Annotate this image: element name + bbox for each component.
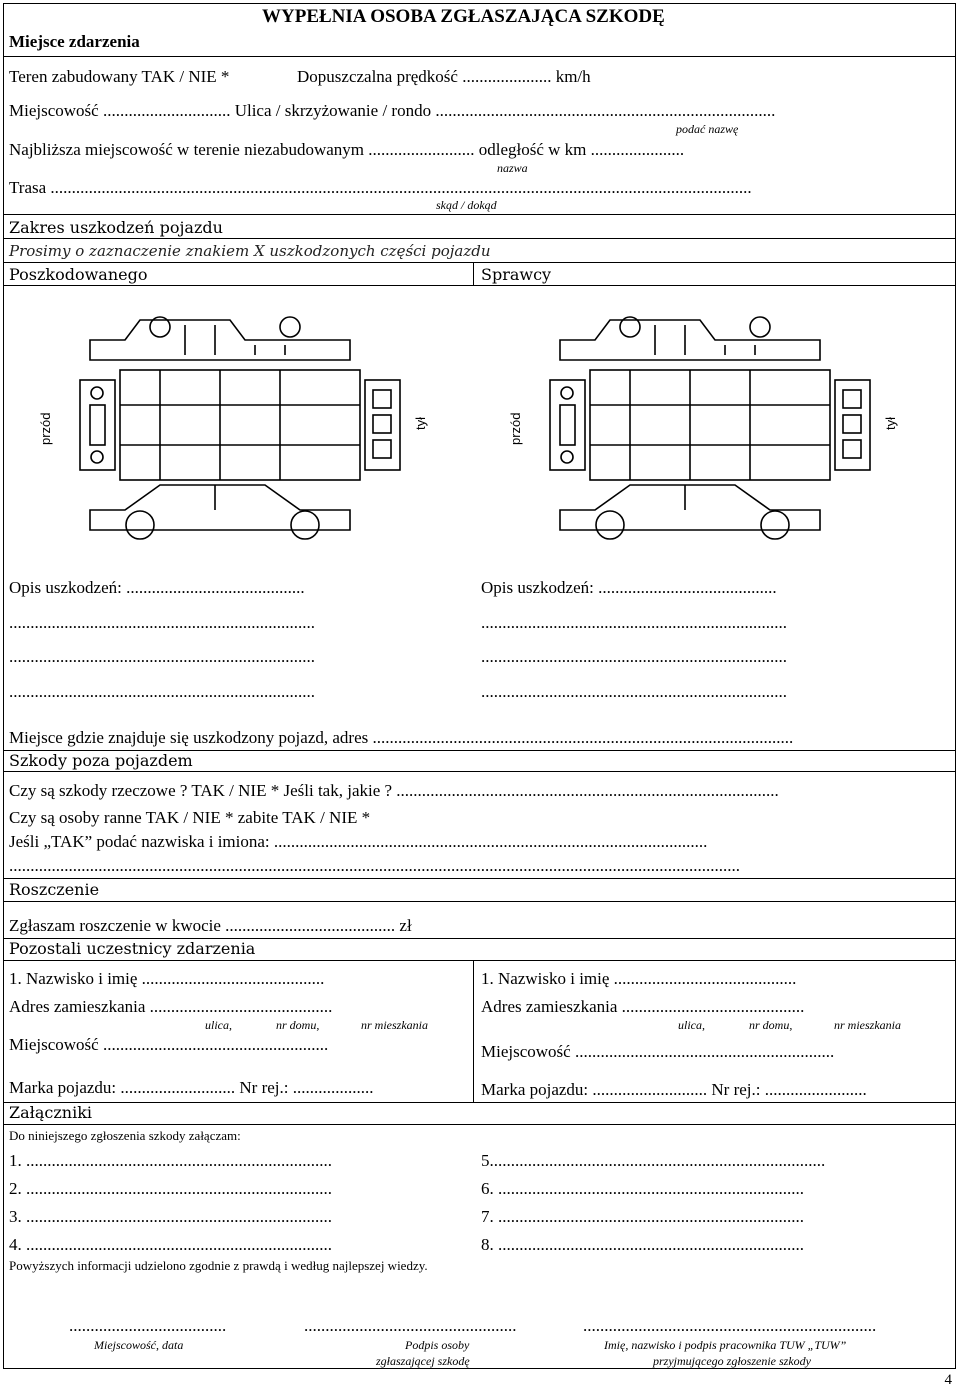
participant-city-right[interactable]: Miejscowość ............................................................. <box>481 1042 835 1061</box>
attachment-7[interactable]: 7. ........................................................................ <box>481 1207 804 1226</box>
damage-description-injured[interactable]: Opis uszkodzeń: .......................................... <box>9 578 305 597</box>
dots-line[interactable]: ........................................................................ <box>9 682 315 701</box>
participant-name-left[interactable]: 1. Nazwisko i imię ........................................... <box>9 969 325 988</box>
hint-name-top: podać nazwę <box>676 122 739 136</box>
attachment-1[interactable]: 1. ........................................................................ <box>9 1151 332 1170</box>
names-field[interactable]: Jeśli „TAK” podać nazwiska i imiona: ...................................................................................................... <box>9 832 708 851</box>
divider <box>4 1124 955 1125</box>
car-diagram-injured[interactable] <box>30 305 460 545</box>
material-damage-field[interactable]: Czy są szkody rzeczowe ? TAK / NIE * Jeśli tak, jakie ? .......................................................................................... <box>9 781 779 800</box>
divider <box>4 238 955 239</box>
label-reporter-signature: Podpis osoby <box>405 1338 470 1352</box>
attachments-intro: Do niniejszego zgłoszenia szkody załączam: <box>9 1128 241 1143</box>
participant-vehicle-left[interactable]: Marka pojazdu: ........................... Nr rej.: ................... <box>9 1078 374 1097</box>
built-up-area-field[interactable]: Teren zabudowany TAK / NIE * <box>9 67 230 86</box>
hint-street: ulica, <box>678 1018 705 1032</box>
divider <box>4 901 955 902</box>
hint-house: nr domu, <box>749 1018 793 1032</box>
label-employee-signature: Imię, nazwisko i podpis pracownika TUW „TUW” <box>604 1338 847 1352</box>
form-title: WYPEŁNIA OSOBA ZGŁASZAJĄCA SZKODĘ <box>262 6 665 27</box>
claim-amount-field[interactable]: Zgłaszam roszczenie w kwocie ........................................ zł <box>9 916 412 935</box>
dots-line[interactable]: ........................................................................ <box>481 613 787 632</box>
attachment-3[interactable]: 3. ........................................................................ <box>9 1207 332 1226</box>
injured-party-label: Poszkodowanego <box>9 265 148 284</box>
car-diagram-perpetrator[interactable] <box>500 305 930 545</box>
signature-dots-reporter[interactable]: .................................................. <box>304 1316 517 1335</box>
attachment-6[interactable]: 6. ........................................................................ <box>481 1179 804 1198</box>
attachment-8[interactable]: 8. ........................................................................ <box>481 1235 804 1254</box>
attachments-title: Załączniki <box>9 1103 93 1122</box>
section-place-label: Miejsce zdarzenia <box>9 32 140 51</box>
dots-line[interactable]: ........................................................................ <box>9 647 315 666</box>
damage-instruction: Prosimy o zaznaczenie znakiem X uszkodzonych części pojazdu <box>9 242 491 260</box>
hint-route: skąd / dokąd <box>436 198 497 212</box>
injured-persons-field[interactable]: Czy są osoby ranne TAK / NIE * zabite TAK / NIE * <box>9 808 371 827</box>
divider <box>4 771 955 772</box>
divider <box>4 262 955 263</box>
damage-section-title: Zakres uszkodzeń pojazdu <box>9 218 223 237</box>
divider <box>4 960 955 961</box>
divider <box>4 285 955 286</box>
label-front: przód <box>38 412 53 445</box>
dots-line[interactable]: ........................................................................ <box>9 613 315 632</box>
label-rear: tył <box>883 417 898 430</box>
divider-vertical <box>473 262 474 286</box>
attachment-2[interactable]: 2. ........................................................................ <box>9 1179 332 1198</box>
label-place-date: Miejscowość, data <box>94 1338 184 1352</box>
page-number: 4 <box>944 1372 952 1388</box>
outside-damage-title: Szkody poza pojazdem <box>9 751 193 770</box>
label-employee-signature-2: przyjmującego zgłoszenie szkody <box>653 1354 811 1368</box>
perpetrator-label: Sprawcy <box>481 265 552 284</box>
label-reporter-signature-2: zgłaszającej szkodę <box>376 1354 470 1368</box>
participant-address-left[interactable]: Adres zamieszkania ........................................... <box>9 997 333 1016</box>
divider <box>4 878 955 879</box>
hint-flat: nr mieszkania <box>834 1018 901 1032</box>
attachment-4[interactable]: 4. ........................................................................ <box>9 1235 332 1254</box>
attachment-5[interactable]: 5............................................................................... <box>481 1151 826 1170</box>
divider <box>4 56 955 57</box>
divider <box>4 214 955 215</box>
route-field[interactable]: Trasa ..................................................................................................................................................................... <box>9 178 752 197</box>
hint-flat: nr mieszkania <box>361 1018 428 1032</box>
claim-title: Roszczenie <box>9 880 100 899</box>
dots-line[interactable]: ........................................................................ <box>481 682 787 701</box>
speed-limit-field[interactable]: Dopuszczalna prędkość ..................... km/h <box>297 67 591 86</box>
hint-house: nr domu, <box>276 1018 320 1032</box>
nearest-place-field[interactable]: Najbliższa miejscowość w terenie niezabudowanym ......................... odległość w km ...................... <box>9 140 685 159</box>
divider-vertical <box>473 960 474 1103</box>
participants-title: Pozostali uczestnicy zdarzenia <box>9 939 256 958</box>
city-street-field[interactable]: Miejscowość .............................. Ulica / skrzyżowanie / rondo ................................................................................ <box>9 101 776 120</box>
vehicle-location-field[interactable]: Miejsce gdzie znajduje się uszkodzony pojazd, adres ................................................................................................... <box>9 728 794 747</box>
divider <box>4 1102 955 1103</box>
signature-dots-place[interactable]: ..................................... <box>69 1316 227 1335</box>
participant-name-right[interactable]: 1. Nazwisko i imię ........................................... <box>481 969 797 988</box>
participant-city-left[interactable]: Miejscowość ..................................................... <box>9 1035 329 1054</box>
dots-line[interactable]: ........................................................................ <box>481 647 787 666</box>
hint-street: ulica, <box>205 1018 232 1032</box>
hint-name: nazwa <box>497 161 528 175</box>
participant-vehicle-right[interactable]: Marka pojazdu: ........................... Nr rej.: ........................ <box>481 1080 867 1099</box>
label-rear: tył <box>413 417 428 430</box>
label-front: przód <box>508 412 523 445</box>
damage-description-perpetrator[interactable]: Opis uszkodzeń: .......................................... <box>481 578 777 597</box>
dots-line[interactable]: ............................................................................................................................................................................ <box>9 856 740 875</box>
participant-address-right[interactable]: Adres zamieszkania ........................................... <box>481 997 805 1016</box>
signature-dots-employee[interactable]: ..................................................................... <box>583 1316 877 1335</box>
truth-statement: Powyższych informacji udzielono zgodnie z prawdą i według najlepszej wiedzy. <box>9 1258 428 1273</box>
